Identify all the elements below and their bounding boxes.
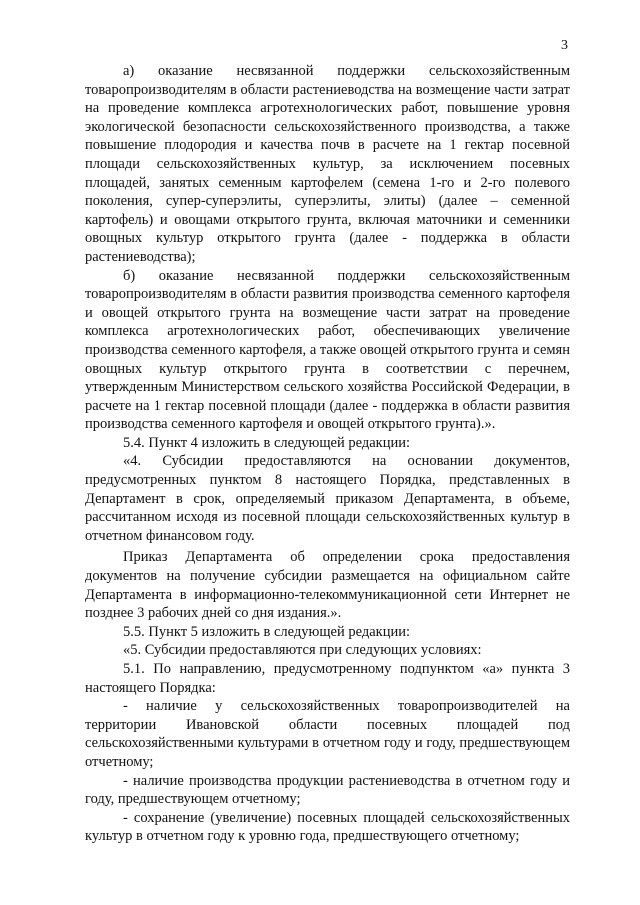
paragraph-department-order: Приказ Департамента об определении срока предоставления документов на получение субсидии размещается на официальном сайте Департамента в информационно-телекоммуникационной сети Интернет не позднее 3 рабочих дней со дня издания.». (85, 549, 570, 622)
paragraph-point-4: «4. Субсидии предоставляются на основании документов, предусмотренных пунктом 8 настоящего Порядка, представленных в Департамент в срок, определяемый приказом Департамента, в объеме, рассчитанном исходя из посевной площади сельскохозяйственных культур в отчетном финансовом году. (85, 453, 570, 544)
condition-item: - наличие у сельскохозяйственных товаропроизводителей на территории Ивановской области посевных площадей под сельскохозяйственными культурами в отчетном году и году, предшествующем отчетному; (85, 698, 570, 770)
paragraph-point-5: «5. Субсидии предоставляются при следующих условиях: (123, 642, 482, 659)
paragraph-5-4-heading: 5.4. Пункт 4 изложить в следующей редакции: (123, 434, 411, 451)
condition-item: - сохранение (увеличение) посевных площадей сельскохозяйственных культур в отчетном году к уровню года, предшествующего отчетному; (85, 809, 570, 845)
document-body (85, 62, 570, 846)
paragraph-a: а) оказание несвязанной поддержки сельскохозяйственным товаропроизводителям в области растениеводства на возмещение части затрат на проведение комплекса агротехнологических работ, повышение уровня экологической безопасности сельскохозяйственного производства, а также повышение плодородия и качества почв в расчете на 1 гектар посевной площади сельскохозяйственных культур, за исключением посевных площадей, занятых семенным картофелем (семена 1-го и 2-го полевого поколения, супер-суперэлиты, суперэлиты, элиты) (далее – семенной картофель) и овощами открытого грунта, включая маточники и семенники овощных культур открытого грунта (далее - поддержка в области растениеводства); (85, 63, 570, 265)
page-number: 3 (561, 38, 568, 53)
paragraph-5-1: 5.1. По направлению, предусмотренному подпунктом «а» пункта 3 настоящего Порядка: (85, 661, 570, 696)
condition-item: - наличие производства продукции растениеводства в отчетном году и году, предшествующем отчетному; (85, 772, 570, 808)
paragraph-5-5-heading: 5.5. Пункт 5 изложить в следующей редакции: (123, 623, 411, 640)
paragraph-b: б) оказание несвязанной поддержки сельскохозяйственным товаропроизводителям в области развития производства семенного картофеля и овощей открытого грунта на возмещение части затрат на проведение комплекса агротехнологических работ, обеспечивающих увеличение производства семенного картофеля, а также овощей открытого грунта и семян овощных культур открытого грунта в соответствии с перечнем, утвержденным Министерством сельского хозяйства Российской Федерации, в расчете на 1 гектар посевной площади (далее - поддержка в области развития производства семенного картофеля и овощей открытого грунта).». (85, 267, 570, 433)
